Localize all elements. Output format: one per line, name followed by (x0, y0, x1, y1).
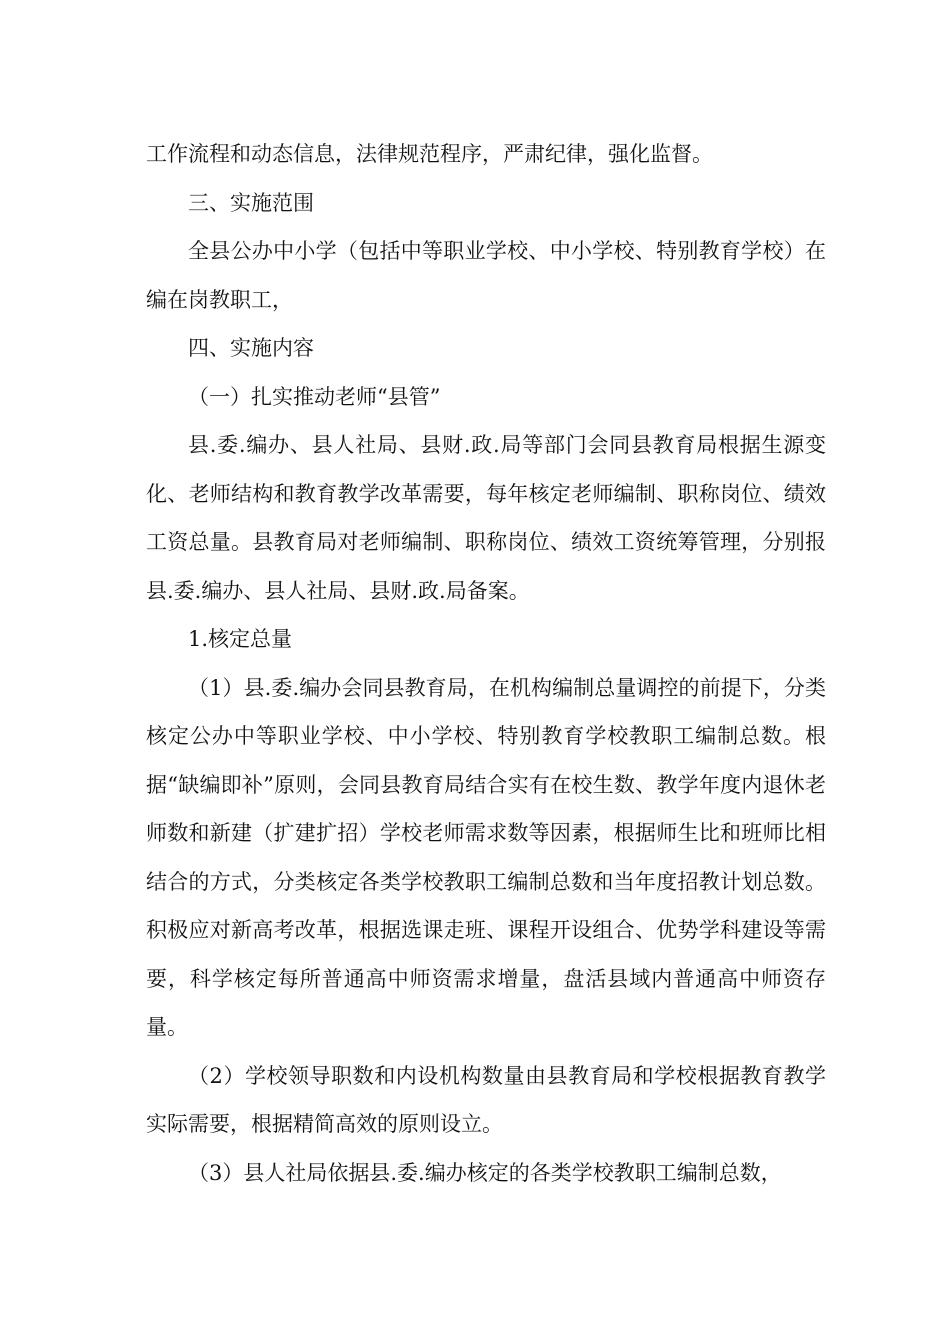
document-body (146, 130, 826, 1197)
paragraph-scope: 全县公办中小学（包括中等职业学校、中小学校、特别教育学校）在编在岗教职工， (146, 239, 826, 312)
paragraph-departments: 县.委.编办、县人社局、县财.政.局等部门会同县教育局根据生源变化、老师结构和教育教学改革需要，每年核定老师编制、职称岗位、绩效工资总量。县教育局对老师编制、职称岗位、绩效工资统筹管理，分别报县.委.编办、县人社局、县财.政.局备案。 (146, 433, 826, 603)
paragraph-continuation: 工作流程和动态信息，法律规范程序，严肃纪律，强化监督。 (146, 142, 713, 166)
item-heading-total-quota: 1.核定总量 (188, 627, 293, 651)
paragraph-item-1: （1）县.委.编办会同县教育局，在机构编制总量调控的前提下，分类核定公办中等职业学校、中小学校、特别教育学校教职工编制总数。根据“缺编即补”原则，会同县教育局结合实有在校生数、教学年度内退休老师数和新建（扩建扩招）学校老师需求数等因素，根据师生比和班师比相结合的方式，分类核定各类学校教职工编制总数和当年度招教计划总数。积极应对新高考改革，根据选课走班、课程开设组合、优势学科建设等需要，科学核定每所普通高中师资需求增量，盘活县域内普通高中师资存量。 (146, 675, 826, 1039)
paragraph-item-3: （3）县人社局依据县.委.编办核定的各类学校教职工编制总数， (188, 1160, 782, 1185)
section-heading-content: 四、实施内容 (188, 336, 314, 360)
subsection-heading-county-management: （一）扎实推动老师“县管” (188, 384, 441, 409)
paragraph-item-2: （2）学校领导职数和内设机构数量由县教育局和学校根据教育教学实际需要，根据精简高效的原则设立。 (146, 1063, 826, 1136)
section-heading-scope: 三、实施范围 (188, 190, 314, 215)
